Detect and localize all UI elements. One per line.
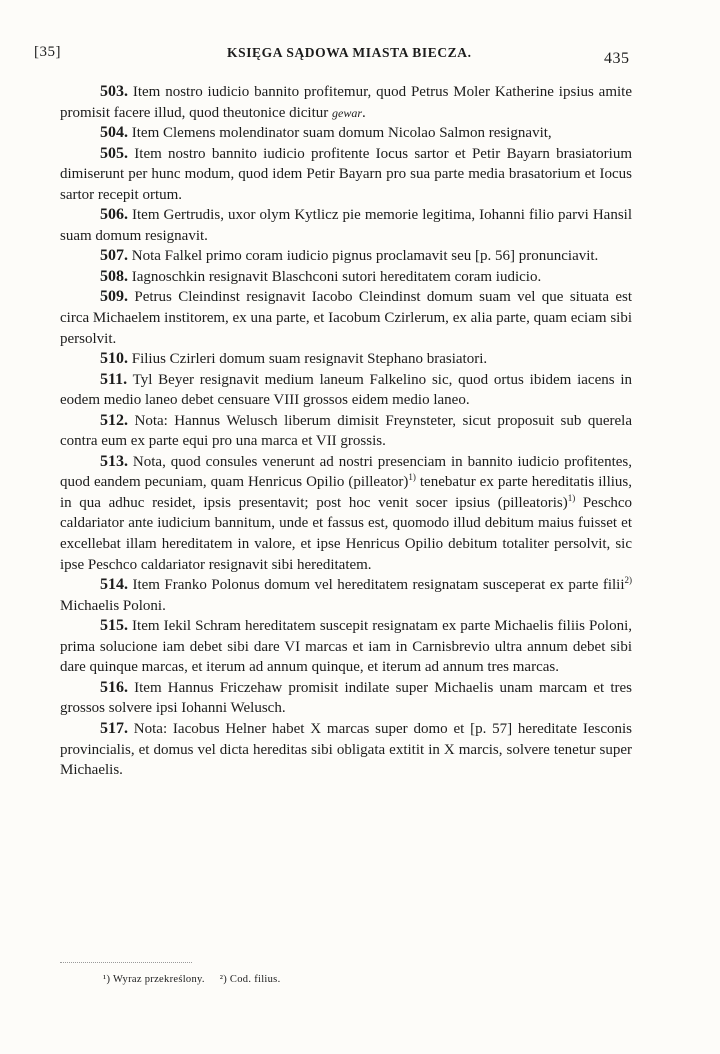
entry-number: 514.: [100, 576, 128, 594]
entry-number: 503.: [100, 83, 128, 100]
entry-number: 508.: [100, 267, 128, 285]
entry-text-tail: .: [362, 104, 366, 121]
entry-text: Filius Czirleri domum suam resignavit Stephano brasiatori.: [128, 351, 488, 368]
entry-number: 510.: [100, 350, 128, 368]
entry-513: [60, 452, 632, 575]
running-header: [0, 38, 720, 68]
entry-507: [60, 246, 632, 267]
entries-body: [60, 82, 632, 781]
entry-text: Tyl Beyer resignavit medium laneum Falkelino sic, quod ortus ibidem iacens in eodem medio laneo debet censuare VIII grossos eidem medio laneo.: [60, 371, 632, 409]
entry-text: Michaelis Poloni.: [60, 597, 166, 614]
entry-number: 506.: [100, 206, 128, 224]
entry-number: 509.: [100, 288, 128, 306]
entry-511: [60, 370, 632, 411]
entry-number: 511.: [100, 370, 128, 388]
entry-503: [60, 82, 632, 123]
entry-number: 515.: [100, 617, 128, 635]
entry-516: [60, 678, 632, 719]
entry-number: 507.: [100, 247, 128, 265]
footnotes: [103, 974, 293, 985]
entry-text: Item nostro iudicio bannito profitemur, quod Petrus Moler Katherine ipsius amite promisit facere illud, quod theutonice dicitur: [60, 84, 632, 121]
running-title: KSIĘGA SĄDOWA MIASTA BIECZA.: [227, 45, 472, 60]
entry-text: Item nostro bannito iudicio profitente Iocus sartor et Petir Bayarn brasiatorium dimiserunt per hunc modum, quod idem Petir Bayarn pro sua parte media brasatorium et Iocus sartor recepit ortum.: [60, 145, 632, 203]
entry-text: Nota Falkel primo coram iudicio pignus proclamavit seu [p. 56] pronunciavit.: [128, 248, 599, 265]
entry-number: 516.: [100, 678, 128, 696]
folio-reference: [35]: [34, 44, 61, 60]
entry-505: [60, 144, 632, 206]
entry-text: Nota, quod consules venerunt ad nostri presenciam in bannito iudicio profitentes, quod eandem pecuniam, quam Henricus Opilio (pilleator): [60, 453, 632, 491]
entry-515: [60, 616, 632, 678]
footnote-2: ²) Cod. filius.: [219, 974, 281, 985]
entry-510: [60, 349, 632, 370]
entry-506: [60, 205, 632, 246]
entry-number: 505.: [100, 144, 128, 162]
entry-504: [60, 123, 632, 144]
entry-509: [60, 287, 632, 349]
page-number: 435: [604, 50, 630, 67]
footnote-marker: 2): [624, 575, 632, 586]
entry-text: Peschco caldariator ante iudicium bannitum, unde et fassus est, quomodo illud debitum maius fuisset et excellebat illam hereditatem in valore, et ipse Henricus Opilio debitum totaliter persolvit, sic ipse Peschco caldariator resignavit sibi hereditatem.: [60, 494, 632, 573]
entry-514: [60, 575, 632, 616]
footnote-1: ¹) Wyraz przekreślony.: [103, 974, 205, 985]
entry-text: tenebatur ex parte hereditatis illius, in qua adhuc residet, ipsis presentavit; post hoc venit socer ipsius (pilleatoris): [60, 474, 633, 511]
entry-text: Nota: Hannus Welusch liberum dimisit Freynsteter, sicut proposuit sub querela contra eum ex parte equi pro una marca et VII grossis.: [60, 412, 632, 450]
entry-italic-word: gewar: [332, 105, 363, 120]
entry-number: 517.: [100, 719, 128, 737]
footnote-divider: [60, 962, 192, 963]
entry-text: Nota: Iacobus Helner habet X marcas super domo et [p. 57] hereditate Iesconis provincialis, et domus vel dicta hereditas sibi obligata extitit in X marcis, solvere tenetur super Michaelis.: [60, 720, 632, 779]
entry-517: [60, 719, 632, 781]
entry-text: Item Iekil Schram hereditatem suscepit resignatam ex parte Michaelis filiis Poloni, prima solucione iam debet sibi dare VI marcas et iam in Carnisbrevio ultra annum debet sibi dare quinque marcas, et iterum ad annum quinque, et iterum ad annum tres marcas.: [60, 618, 632, 676]
entry-text: Item Gertrudis, uxor olym Kytlicz pie memorie legitima, Iohanni filio parvi Hansil suam domum resignavit.: [60, 207, 632, 244]
entry-text: Item Clemens molendinator suam domum Nicolao Salmon resignavit,: [128, 125, 552, 142]
footnote-marker: 1): [567, 492, 576, 503]
entry-number: 512.: [100, 411, 128, 429]
entry-number: 513.: [100, 452, 128, 470]
entry-text: Item Hannus Friczehaw promisit indilate super Michaelis unam marcam et tres grossos solvere ipsi Iohanni Welusch.: [60, 679, 632, 717]
entry-text: Iagnoschkin resignavit Blaschconi sutori hereditatem coram iudicio.: [128, 268, 542, 285]
entry-text: Item Franko Polonus domum vel hereditatem resignatam susceperat ex parte filii: [128, 577, 625, 594]
entry-text: Petrus Cleindinst resignavit Iacobo Cleindinst domum suam vel que situata est circa Michaelem institorem, ex una parte, et Iacobum Czirlerum, ex alia parte, quam eciam sibi persolvit.: [60, 289, 632, 347]
entry-508: [60, 267, 632, 288]
footnote-marker: 1): [408, 472, 416, 483]
entry-number: 504.: [100, 124, 128, 142]
entry-512: [60, 411, 632, 452]
